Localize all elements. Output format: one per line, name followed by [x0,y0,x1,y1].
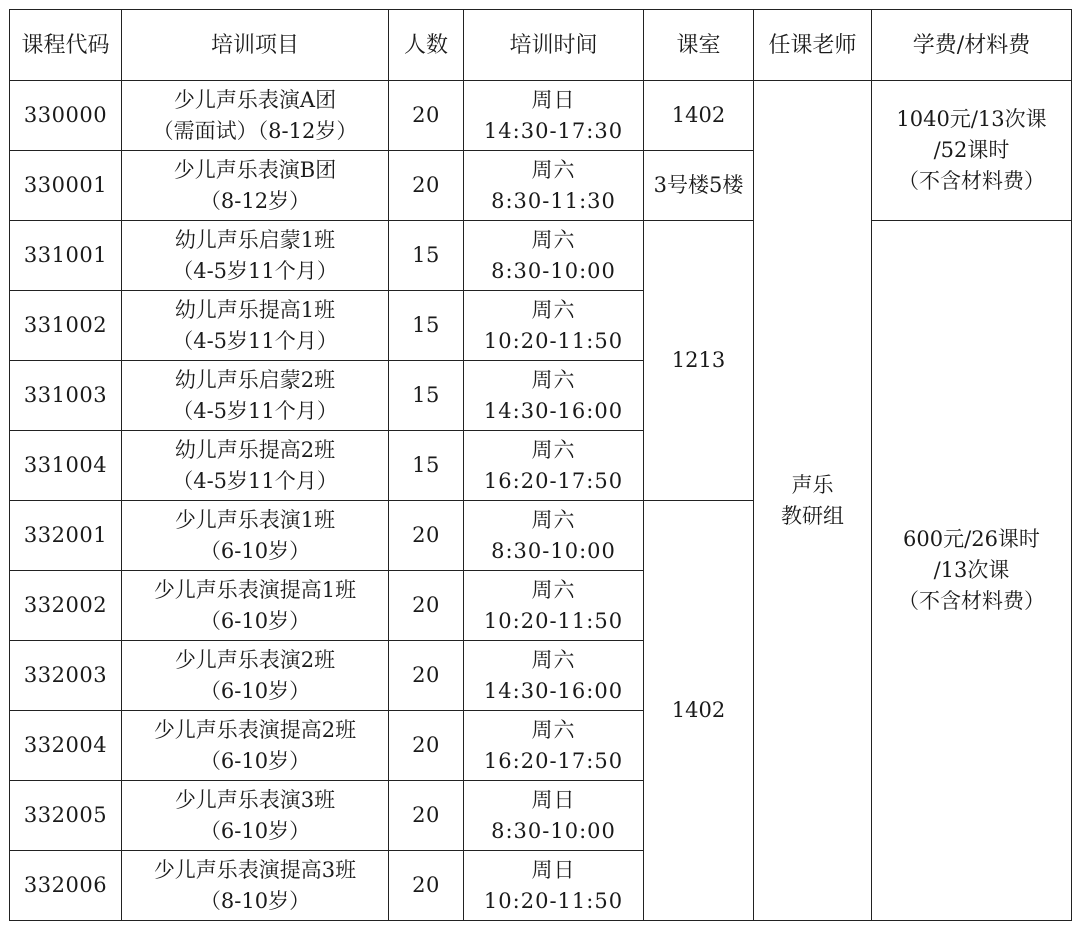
project-age: （4-5岁11个月） [172,258,338,283]
time-range: 10:20-11:50 [483,328,624,353]
training-time-cell [464,711,644,781]
time-range: 8:30-11:30 [491,188,616,213]
training-project-cell [122,571,389,641]
training-project-cell [122,501,389,571]
header-tuition-fee: 学费/材料费 [872,10,1072,81]
student-count-cell: 15 [389,361,464,431]
project-name: 幼儿声乐启蒙1班 [174,227,336,252]
time-range: 8:30-10:00 [491,818,616,843]
training-project-cell [122,151,389,221]
project-name: 幼儿声乐提高2班 [174,437,336,462]
time-day: 周六 [531,227,576,252]
time-range: 14:30-17:30 [483,118,624,143]
classroom-cell: 1402 [644,501,754,921]
training-project-cell [122,431,389,501]
time-range: 14:30-16:00 [483,398,624,423]
training-project-cell [122,711,389,781]
training-project-cell [122,291,389,361]
classroom-cell: 1213 [644,221,754,501]
time-day: 周六 [531,507,576,532]
training-time-cell [464,501,644,571]
course-code-cell: 331001 [10,221,122,291]
teacher-line-2: 教研组 [781,503,844,528]
student-count-cell: 20 [389,781,464,851]
fee-line-1: 1040元/13次课 [896,107,1047,131]
course-code-cell: 332003 [10,641,122,711]
tuition-fee-cell [872,221,1072,921]
student-count-cell: 20 [389,851,464,921]
course-code-cell: 332002 [10,571,122,641]
training-time-cell [464,151,644,221]
project-age: （8-12岁） [199,188,311,213]
project-name: 少儿声乐表演提高3班 [153,857,357,882]
student-count-cell: 20 [389,641,464,711]
project-age: （4-5岁11个月） [172,328,338,353]
training-time-cell [464,431,644,501]
project-age: （4-5岁11个月） [172,468,338,493]
student-count-cell: 20 [389,501,464,571]
training-time-cell [464,291,644,361]
course-code-cell: 331003 [10,361,122,431]
course-code-cell: 331004 [10,431,122,501]
fee-line-2: /13次课 [933,558,1010,582]
project-name: 少儿声乐表演B团 [173,157,337,182]
training-project-cell [122,221,389,291]
time-day: 周六 [531,437,576,462]
project-name: 少儿声乐表演2班 [174,647,336,672]
student-count-cell: 20 [389,81,464,151]
project-age: （需面试）（8-12岁） [152,118,358,143]
time-day: 周六 [531,717,576,742]
header-training-time: 培训时间 [464,10,644,81]
project-age: （8-10岁） [199,888,311,913]
training-time-cell [464,781,644,851]
teacher-cell [754,81,872,921]
time-day: 周日 [531,87,576,112]
training-time-cell [464,851,644,921]
time-range: 16:20-17:50 [483,748,624,773]
course-code-cell: 332005 [10,781,122,851]
header-student-count: 人数 [389,10,464,81]
student-count-cell: 15 [389,221,464,291]
time-day: 周日 [531,787,576,812]
student-count-cell: 20 [389,711,464,781]
time-day: 周六 [531,577,576,602]
header-course-code: 课程代码 [10,10,122,81]
training-time-cell [464,361,644,431]
time-range: 10:20-11:50 [483,888,624,913]
table-row [10,221,1072,291]
training-project-cell [122,361,389,431]
project-name: 少儿声乐表演3班 [174,787,336,812]
training-project-cell [122,81,389,151]
header-row [10,10,1072,81]
fee-line-3: （不含材料费） [898,169,1045,193]
project-name: 幼儿声乐启蒙2班 [174,367,336,392]
project-age: （4-5岁11个月） [172,398,338,423]
course-code-cell: 330001 [10,151,122,221]
fee-line-2: /52课时 [933,138,1010,162]
time-range: 10:20-11:50 [483,608,624,633]
time-day: 周六 [531,647,576,672]
project-name: 少儿声乐表演提高2班 [153,717,357,742]
header-teacher: 任课老师 [754,10,872,81]
course-code-cell: 332001 [10,501,122,571]
project-name: 幼儿声乐提高1班 [174,297,336,322]
project-name: 少儿声乐表演A团 [173,87,337,112]
training-project-cell [122,851,389,921]
time-range: 8:30-10:00 [491,258,616,283]
course-schedule-table [9,9,1072,921]
project-age: （6-10岁） [199,748,311,773]
fee-line-3: （不含材料费） [898,589,1045,613]
student-count-cell: 15 [389,291,464,361]
header-training-project: 培训项目 [122,10,389,81]
table-row [10,81,1072,151]
project-age: （6-10岁） [199,818,311,843]
student-count-cell: 20 [389,571,464,641]
training-project-cell [122,641,389,711]
header-classroom: 课室 [644,10,754,81]
teacher-line-1: 声乐 [791,472,834,497]
time-range: 16:20-17:50 [483,468,624,493]
course-code-cell: 331002 [10,291,122,361]
course-code-cell: 332006 [10,851,122,921]
training-time-cell [464,571,644,641]
time-range: 8:30-10:00 [491,538,616,563]
training-time-cell [464,221,644,291]
student-count-cell: 15 [389,431,464,501]
time-day: 周日 [531,857,576,882]
project-name: 少儿声乐表演1班 [174,507,336,532]
student-count-cell: 20 [389,151,464,221]
fee-line-1: 600元/26课时 [903,527,1040,551]
training-project-cell [122,781,389,851]
time-day: 周六 [531,367,576,392]
time-day: 周六 [531,297,576,322]
time-range: 14:30-16:00 [483,678,624,703]
training-time-cell [464,641,644,711]
classroom-cell: 3号楼5楼 [644,151,754,221]
time-day: 周六 [531,157,576,182]
course-code-cell: 330000 [10,81,122,151]
project-age: （6-10岁） [199,678,311,703]
project-age: （6-10岁） [199,538,311,563]
training-time-cell [464,81,644,151]
project-age: （6-10岁） [199,608,311,633]
classroom-cell: 1402 [644,81,754,151]
tuition-fee-cell [872,81,1072,221]
project-name: 少儿声乐表演提高1班 [153,577,357,602]
course-code-cell: 332004 [10,711,122,781]
